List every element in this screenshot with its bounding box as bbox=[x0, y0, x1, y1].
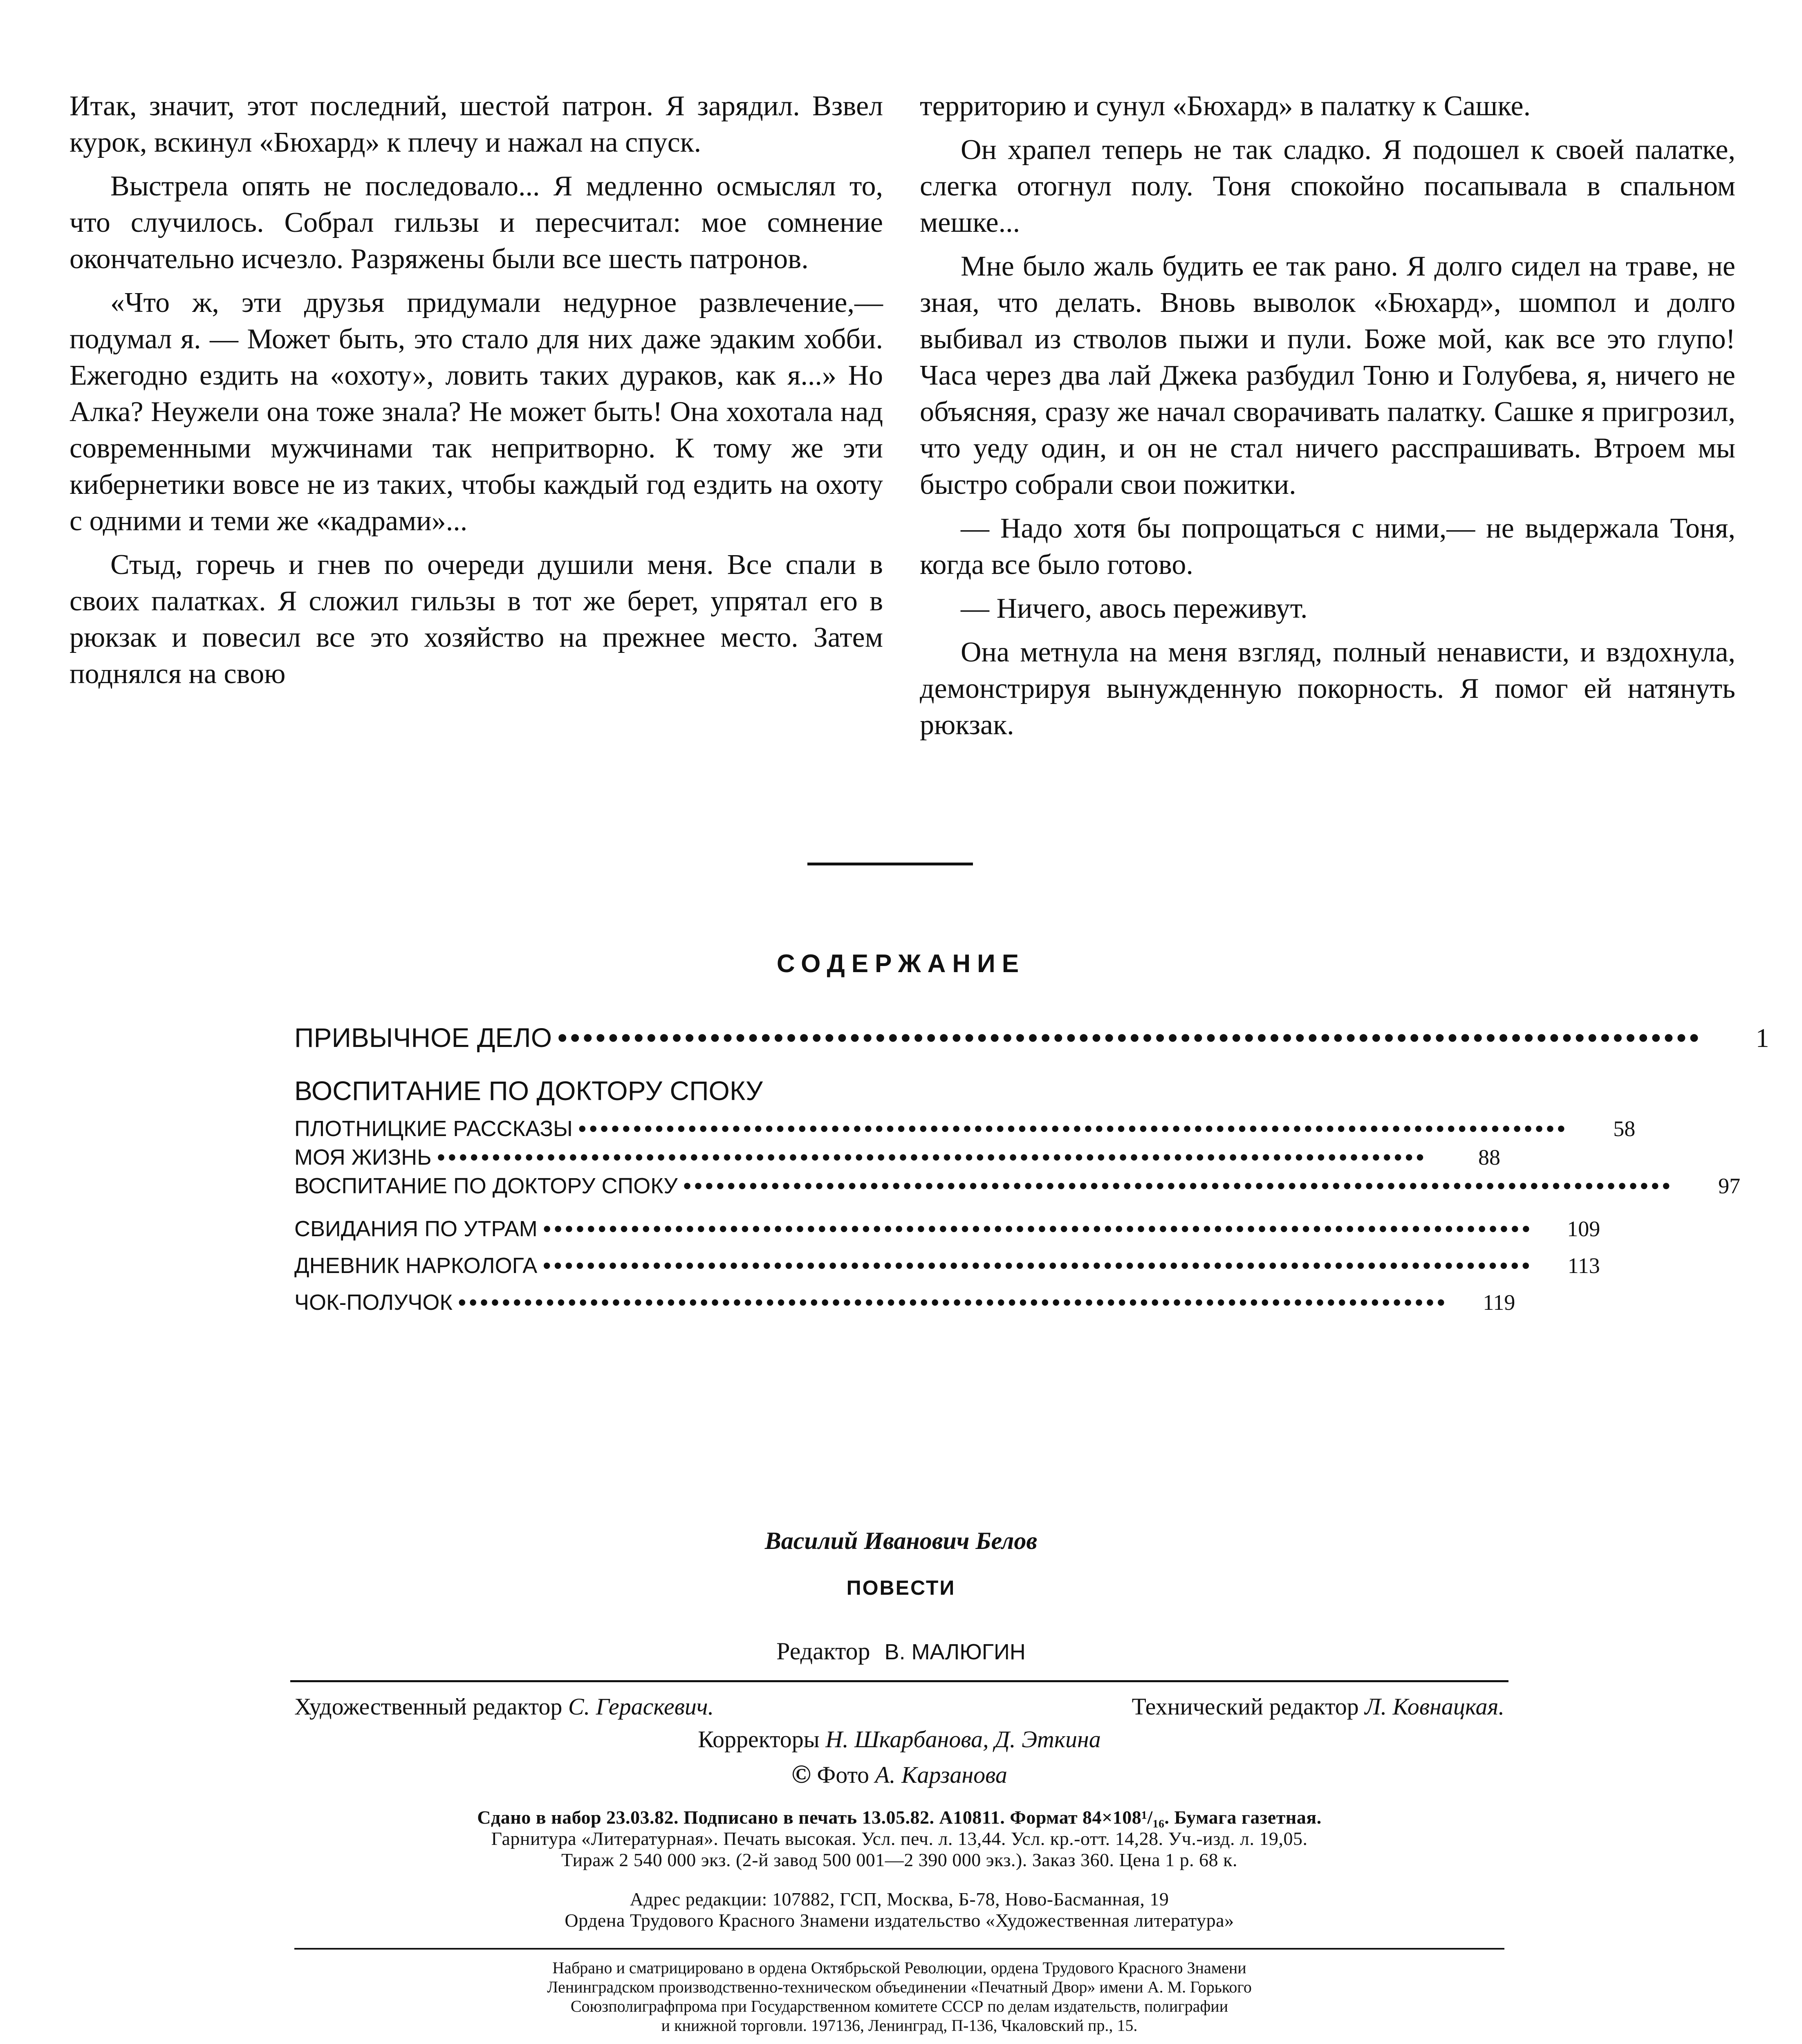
proofreaders-line bbox=[294, 1725, 1504, 1754]
toc-page-number: 109 bbox=[1567, 1217, 1600, 1241]
book-genre: ПОВЕСТИ bbox=[846, 1576, 956, 1599]
print-line: Тираж 2 540 000 экз. (2-й завод 500 001—2 390 000 экз.). Заказ 360. Цена 1 р. 68 к. bbox=[561, 1849, 1237, 1870]
toc-leader: •••••••••••••••••••••••••••••••••••••••••••••••••••••••••••••••••••••••••••••••••••••••••• bbox=[578, 1116, 1569, 1141]
tech-editor bbox=[1132, 1692, 1504, 1721]
colophon-divider bbox=[290, 1680, 1508, 1682]
section-divider bbox=[807, 863, 973, 865]
staff-line bbox=[294, 1692, 1504, 1721]
toc-page-number: 88 bbox=[1478, 1145, 1500, 1170]
photographer-name: А. Карзанова bbox=[875, 1762, 1007, 1788]
paragraph: Мне было жаль будить ее так рано. Я долго сидел на траве, не зная, что делать. Вновь выволок «Бюхард», шомпол и долго выбивал из стволов пыжи и пули. Боже мой, как все это глупо! Часа через два лай Джека разбудил Тоню и Голубева, я, ничего не объясняя, сразу же начал сворачивать палатку. Сашке я пригрозил, что уеду один, и он не стал ничего расспрашивать. Втроем мы быстро собрали свои пожитки. bbox=[920, 251, 1735, 500]
typeset-line: Ленинградском производственно-техническом объединении «Печатный Двор» имени А. М. Горького bbox=[547, 1978, 1252, 1996]
story-left-column bbox=[69, 88, 883, 699]
toc-leader: •••••••••••••••••••••••••••••••••••••••••••••••••••••••••••••••••••••••••••••••••••••••••• bbox=[543, 1217, 1533, 1241]
toc-entry-label: ПЛОТНИЦКИЕ РАССКАЗЫ bbox=[294, 1116, 573, 1141]
paragraph: Она метнула на меня взгляд, полный ненависти, и вздохнула, демонстрируя вынужденную покорность. Я помог ей натянуть рюкзак. bbox=[920, 637, 1735, 741]
address-line: Адрес редакции: 107882, ГСП, Москва, Б-78, Ново-Басманная, 19 bbox=[630, 1889, 1169, 1910]
print-line: Гарнитура «Литературная». Печать высокая. Усл. печ. л. 13,44. Усл. кр.-отт. 14,28. Уч.-изд. л. 19,05. bbox=[491, 1828, 1308, 1849]
toc-entry bbox=[294, 1116, 1636, 1141]
paragraph: территорию и сунул «Бюхард» в палатку к Сашке. bbox=[920, 90, 1531, 122]
toc-leader: •••••••••••••••••••••••••••••••••••••••••••••••••••••••••••••••••••••••••••••••••••••••••• bbox=[437, 1145, 1428, 1170]
typeset-line: Набрано и сматрицировано в ордена Октябрьской Революции, ордена Трудового Красного Знамени bbox=[552, 1959, 1246, 1977]
paragraph: «Что ж, эти друзья придумали недурное развлечение,— подумал я. — Может быть, это стало для них даже эдаким хобби. Ежегодно ездить на «охоту», ловить таких дураков, как я...» Но Алка? Неужели она тоже знала? Не может быть! Она хохотала над современными мужчинами так непритворно. К тому же эти кибернетики вовсе не из таких, чтобы каждый год ездить на охоту с одними и теми же «кадрами»... bbox=[69, 287, 883, 537]
paragraph: Выстрела опять не последовало... Я медленно осмыслял то, что случилось. Собрал гильзы и пересчитал: мое сомнение окончательно исчезло. Разряжены были все шесть патронов. bbox=[69, 170, 883, 275]
typeset-line: Союзполиграфпрома при Государственном комитете СССР по делам издательств, полиграфии bbox=[570, 1997, 1228, 2015]
art-editor-label: Художественный редактор bbox=[294, 1693, 563, 1720]
copyright-symbol: © bbox=[791, 1759, 811, 1788]
editor-line bbox=[0, 1637, 1802, 1665]
publisher-address bbox=[294, 1889, 1504, 1931]
editor-label: Редактор bbox=[776, 1638, 870, 1665]
toc-leader: •••••••••••••••••••••••••••••••••••••••••••••••••••••••••••••••••••••••••••••••••••••••••• bbox=[558, 1022, 1702, 1053]
toc-entry-label: ВОСПИТАНИЕ ПО ДОКТОРУ СПОКУ bbox=[294, 1076, 763, 1106]
toc-page-number: 119 bbox=[1483, 1290, 1515, 1315]
toc-page-number: 113 bbox=[1567, 1253, 1600, 1278]
toc-entry bbox=[294, 1216, 1600, 1242]
toc-entry bbox=[294, 1290, 1515, 1315]
paragraph: Стыд, горечь и гнев по очереди душили меня. Все спали в своих палатках. Я сложил гильзы в тот же берет, упрятал его в рюкзак и повесил все это хозяйство на прежнее место. Затем поднялся на свою bbox=[69, 549, 883, 690]
toc-section-heading bbox=[294, 1075, 1500, 1106]
toc-entry-label: ПРИВЫЧНОЕ ДЕЛО bbox=[294, 1022, 552, 1053]
paragraph: — Ничего, авось переживут. bbox=[961, 593, 1308, 624]
proofreaders-names: Н. Шкарбанова, Д. Эткина bbox=[825, 1726, 1101, 1753]
paragraph: Он храпел теперь не так сладко. Я подошел к своей палатке, слегка отогнул полу. Тоня спокойно посапывала в спальном мешке... bbox=[920, 134, 1735, 238]
story-right-column bbox=[920, 88, 1735, 751]
author-name: Василий Иванович Белов bbox=[764, 1527, 1038, 1554]
toc-leader: •••••••••••••••••••••••••••••••••••••••••••••••••••••••••••••••••••••••••••••••••••••••••• bbox=[458, 1290, 1448, 1315]
address-line: Ордена Трудового Красного Знамени издательство «Художественная литература» bbox=[565, 1910, 1234, 1931]
toc-entry-label: СВИДАНИЯ ПО УТРАМ bbox=[294, 1217, 538, 1241]
photo-credit bbox=[294, 1760, 1504, 1789]
toc-entry-label: МОЯ ЖИЗНЬ bbox=[294, 1145, 432, 1170]
tech-editor-label: Технический редактор bbox=[1132, 1693, 1359, 1720]
toc-entry bbox=[294, 1145, 1500, 1170]
print-specs bbox=[294, 1807, 1504, 1871]
editor-name: В. МАЛЮГИН bbox=[884, 1640, 1026, 1664]
toc-entry bbox=[294, 1253, 1600, 1278]
typeset-line: и книжной торговли. 197136, Ленинград, П-136, Чкаловский пр., 15. bbox=[661, 2016, 1138, 2035]
photo-label: Фото bbox=[817, 1762, 870, 1788]
paragraph: Итак, значит, этот последний, шестой патрон. Я зарядил. Взвел курок, вскинул «Бюхард» к плечу и нажал на спуск. bbox=[69, 90, 883, 158]
tech-editor-name: Л. Ковнацкая. bbox=[1365, 1693, 1504, 1720]
art-editor-name: С. Гераскевич. bbox=[568, 1693, 714, 1720]
colophon-divider bbox=[294, 1948, 1504, 1950]
toc-entry-label: ЧОК-ПОЛУЧОК bbox=[294, 1290, 453, 1315]
toc-entry-label: ВОСПИТАНИЕ ПО ДОКТОРУ СПОКУ bbox=[294, 1174, 678, 1198]
toc-title: СОДЕРЖАНИЕ bbox=[776, 950, 1026, 978]
toc-entry-label: ДНЕВНИК НАРКОЛОГА bbox=[294, 1253, 538, 1278]
toc-page-number: 97 bbox=[1718, 1174, 1741, 1198]
art-editor bbox=[294, 1692, 714, 1721]
paragraph: — Надо хотя бы попрощаться с ними,— не выдержала Тоня, когда все было готово. bbox=[920, 513, 1735, 580]
print-line: Сдано в набор 23.03.82. Подписано в печать 13.05.82. А10811. Формат 84×108¹/₁₆. Бумага газетная. bbox=[477, 1807, 1322, 1828]
toc-page-number: 1 bbox=[1755, 1023, 1769, 1053]
toc-page-number: 58 bbox=[1613, 1116, 1636, 1141]
toc-entry bbox=[294, 1173, 1741, 1199]
toc-leader: •••••••••••••••••••••••••••••••••••••••••••••••••••••••••••••••••••••••••••••••••••••••••• bbox=[543, 1253, 1533, 1278]
toc-leader: •••••••••••••••••••••••••••••••••••••••••••••••••••••••••••••••••••••••••••••••••••••••••• bbox=[683, 1174, 1674, 1198]
proofreaders-label: Корректоры bbox=[698, 1726, 820, 1753]
toc-entry bbox=[294, 1022, 1769, 1054]
typesetting-note bbox=[298, 1958, 1500, 2035]
